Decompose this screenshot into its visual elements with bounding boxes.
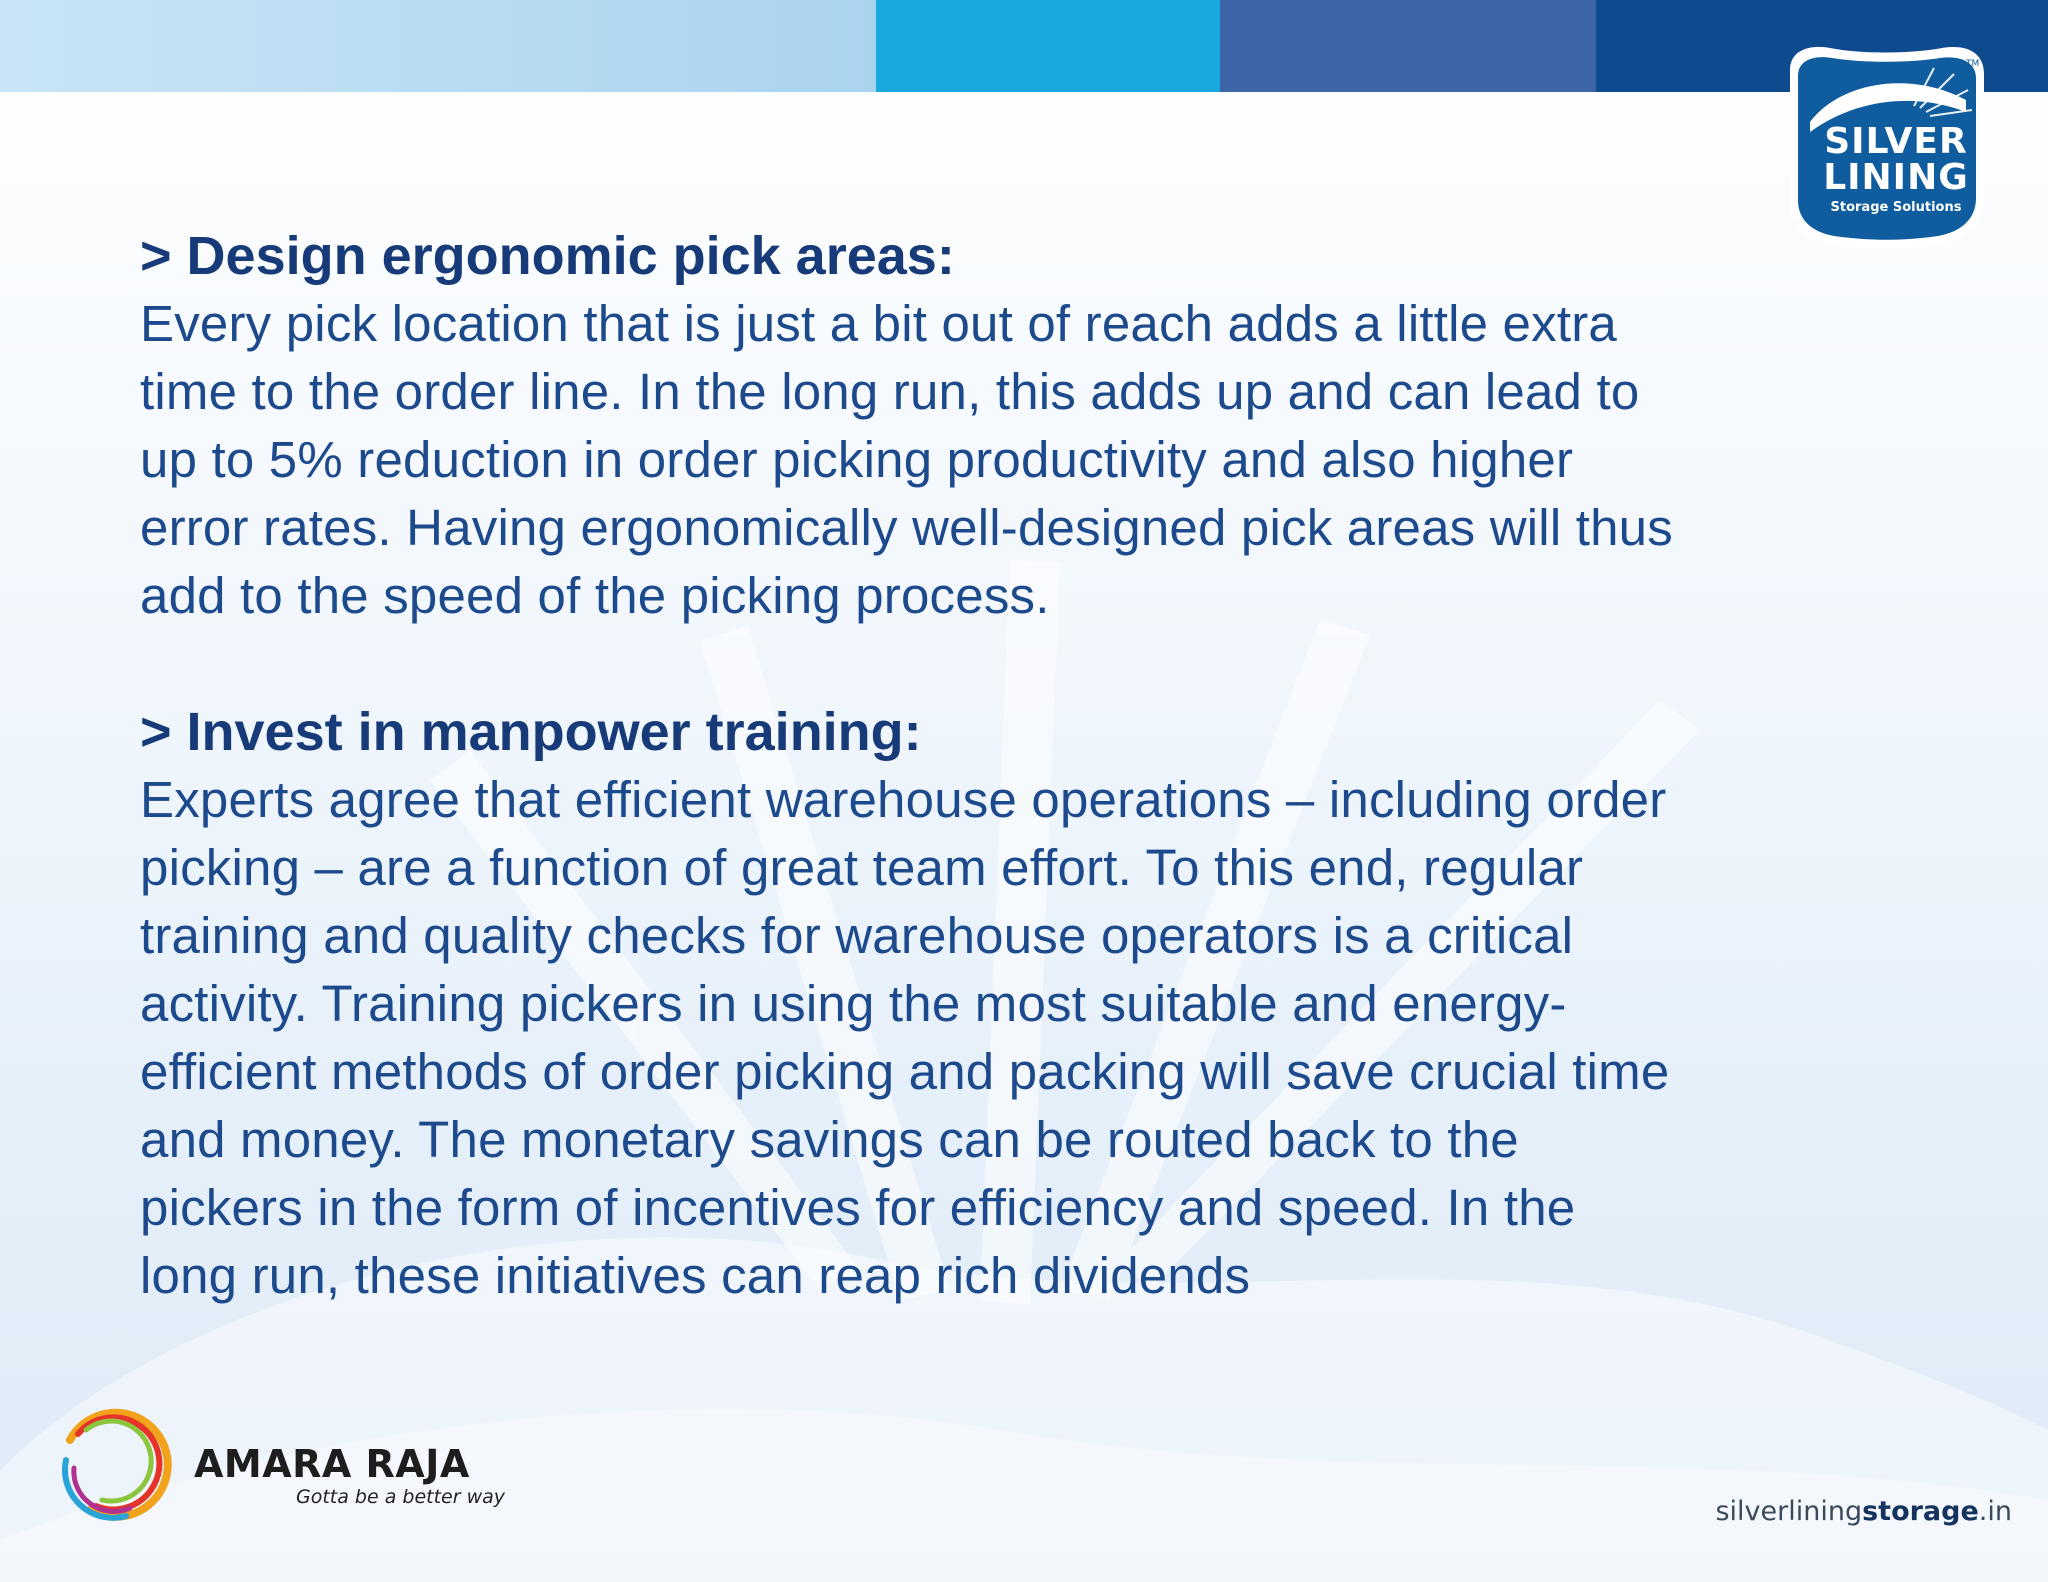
logo-line-lining: LINING <box>1823 157 1969 198</box>
silver-lining-logo-text <box>1806 121 1986 215</box>
paragraph-line: training and quality checks for warehouse operators is a critical <box>140 907 1574 964</box>
section-spacer <box>140 630 1900 698</box>
paragraph-line: efficient methods of order picking and packing will save crucial time <box>140 1043 1670 1100</box>
paragraph-line: time to the order line. In the long run, this adds up and can lead to <box>140 363 1640 420</box>
amara-raja-name: AMARA RAJA <box>194 1442 470 1486</box>
paragraph-line: Every pick location that is just a bit out of reach adds a little extra <box>140 295 1617 352</box>
website-prefix: silverlining <box>1715 1496 1863 1527</box>
paragraph-line: error rates. Having ergonomically well-designed pick areas will thus <box>140 499 1673 556</box>
paragraph-line: up to 5% reduction in order picking productivity and also higher <box>140 431 1574 488</box>
paragraph-line: add to the speed of the picking process. <box>140 567 1050 624</box>
website-suffix: .in <box>1978 1496 2012 1527</box>
logo-subtitle: Storage Solutions <box>1830 200 1962 215</box>
paragraph-line: Experts agree that efficient warehouse operations – including order <box>140 771 1667 828</box>
paragraph-line: pickers in the form of incentives for efficiency and speed. In the <box>140 1179 1576 1236</box>
section-heading-ergonomic: > Design ergonomic pick areas: <box>140 226 955 286</box>
amara-raja-tagline: Gotta be a better way <box>296 1486 506 1508</box>
paragraph-line: activity. Training pickers in using the most suitable and energy- <box>140 975 1567 1032</box>
svg-text:TM: TM <box>1966 59 1980 69</box>
slide-content <box>140 222 1900 1310</box>
section-heading-training: > Invest in manpower training: <box>140 702 922 762</box>
website-bold: storage <box>1862 1496 1979 1527</box>
amara-raja-swirl-icon <box>50 1400 180 1530</box>
paragraph-line: long run, these initiatives can reap rich dividends <box>140 1247 1251 1304</box>
paragraph-line: and money. The monetary savings can be routed back to the <box>140 1111 1519 1168</box>
logo-line-silver: SILVER <box>1824 121 1968 162</box>
paragraph-line: picking – are a function of great team effort. To this end, regular <box>140 839 1584 896</box>
website-url[interactable] <box>1715 1496 2012 1527</box>
